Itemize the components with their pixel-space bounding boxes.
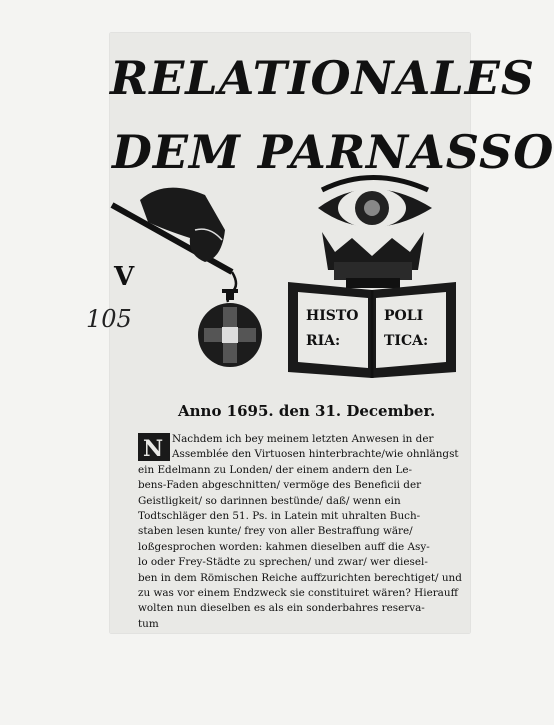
text-line: ein Edelmann zu Londen/ der einem andern den Le- bbox=[138, 463, 413, 476]
ornament-initial: V bbox=[114, 262, 135, 292]
text-line: Nachdem ich bey meinem letzten Anwesen in der bbox=[172, 433, 434, 445]
text-line: lo oder Frey-Städte zu sprechen/ und zwar/ wer diesel- bbox=[138, 556, 428, 569]
body-text bbox=[138, 432, 468, 630]
title-line-2: DEM PARNASSO bbox=[112, 125, 554, 179]
title-line-1: RELATIONALES bbox=[110, 51, 535, 105]
text-line: ben in dem Römischen Reiche auffzurichten berechtiget/ und bbox=[138, 571, 462, 584]
orb-icon bbox=[198, 289, 262, 367]
open-book bbox=[288, 282, 456, 378]
text-line: loßgesprochen worden: kahmen dieselben auff die Asy- bbox=[138, 540, 430, 553]
book-text-right-bottom: TICA: bbox=[384, 333, 429, 349]
book-text-left-bottom: RIA: bbox=[306, 333, 341, 349]
svg-text:N: N bbox=[143, 436, 164, 462]
text-line: wolten nun dieselben es als ein sonderbahres reserva- bbox=[138, 602, 425, 615]
dateline: Anno 1695. den 31. December. bbox=[178, 402, 436, 420]
text-line: bens-Faden abgeschnitten/ vermöge des Beneficii der bbox=[138, 479, 422, 492]
text-line: staben lesen kunte/ frey von aller Bestraffung wäre/ bbox=[138, 525, 413, 538]
book-text-left-top: HISTO bbox=[306, 308, 359, 324]
text-line: zu was vor einem Endzweck sie constituiret wären? Hierauff bbox=[138, 587, 458, 600]
text-line: Todtschläger den 51. Ps. in Latein mit uhralten Buch- bbox=[138, 510, 421, 523]
text-line: Geistligkeit/ so darinnen bestünde/ daß/ wenn ein bbox=[138, 494, 401, 507]
margin-page-number: 105 bbox=[86, 305, 132, 333]
book-text-right-top: POLI bbox=[384, 308, 424, 324]
text-line: Assemblée den Virtuosen hinterbrachte/wie ohnlängst bbox=[172, 448, 459, 461]
text-line: tum bbox=[138, 617, 159, 630]
crown-icon bbox=[322, 232, 424, 288]
eye-icon bbox=[318, 178, 432, 229]
